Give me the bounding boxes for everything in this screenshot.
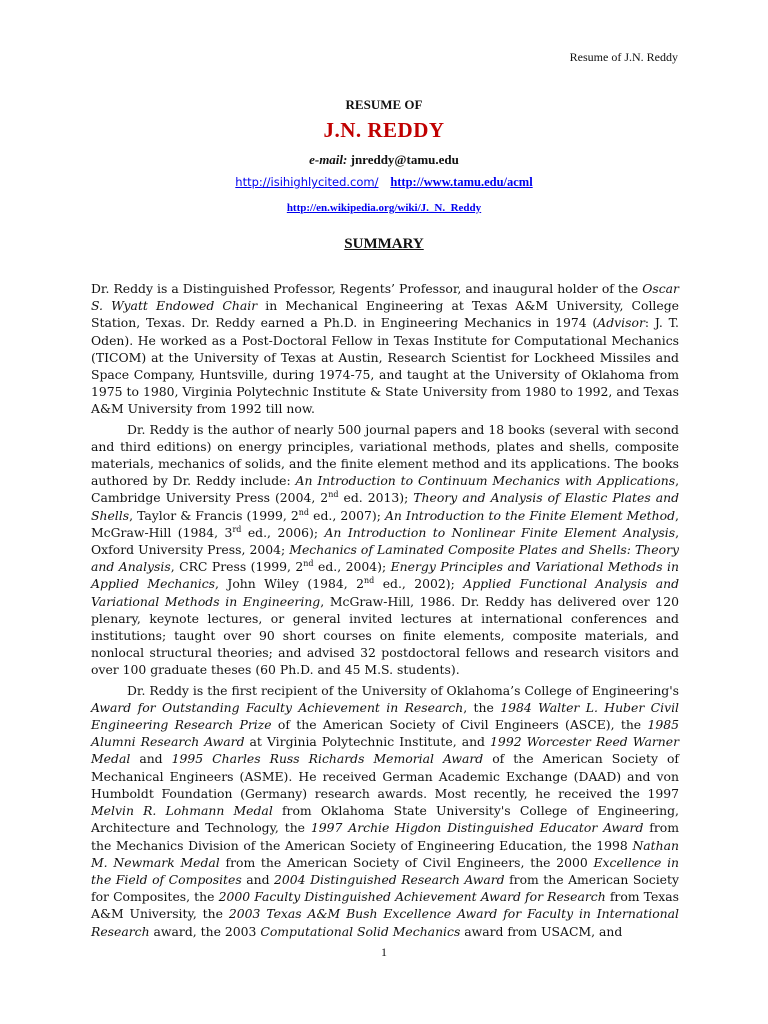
page-number: 1 (381, 945, 387, 959)
email-line (0, 152, 768, 168)
summary-body (91, 280, 679, 943)
isi-highly-cited-link[interactable]: http://isihighlycited.com/ (235, 175, 379, 189)
links-row (0, 175, 768, 190)
summary-paragraph-2: Dr. Reddy is the author of nearly 500 journal papers and 18 books (several with second and third editions) on energy principles, variational methods, plates and shells, composite materials, mechanics of solids, and the finite element method and its applications. The books authored by Dr. Reddy include: An Introduction to Continuum Mechanics with Applications, Cambridge University Press (2004, 2nd ed. 2013); Theory and Analysis of Elastic Plates and Shells, Taylor & Francis (1999, 2nd ed., 2007); An Introduction to the Finite Element Method, McGraw-Hill (1984, 3rd ed., 2006); An Introduction to Nonlinear Finite Element Analysis, Oxford University Press, 2004; Mechanics of Laminated Composite Plates and Shells: Theory and Analysis, CRC Press (1999, 2nd ed., 2004); Energy Principles and Variational Methods in Applied Mechanics, John Wiley (1984, 2nd ed., 2002); Applied Functional Analysis and Variational Methods in Engineering, McGraw-Hill, 1986. Dr. Reddy has delivered over 120 plenary, keynote lectures, or general invited lectures at international conferences and institutions; taught over 90 short courses on finite elements, composite materials, and nonlocal structural theories; and advised 32 postdoctoral fellows and research visitors and over 100 graduate theses (60 Ph.D. and 45 M.S. students). (91, 421, 680, 678)
summary-paragraph-1: Dr. Reddy is a Distinguished Professor, Regents’ Professor, and inaugural holder of the Oscar S. Wyatt Endowed Chair in Mechanical Engineering at Texas A&M University, College Station, Texas. Dr. Reddy earned a Ph.D. in Engineering Mechanics in 1974 (Advisor: J. T. Oden). He worked as a Post-Doctoral Fellow in Texas Institute for Computational Mechanics (TICOM) at the University of Texas at Austin, Research Scientist for Lockheed Missiles and Space Company, Huntsville, during 1974-75, and taught at the University of Oklahoma from 1975 to 1980, Virginia Polytechnic Institute & State University from 1980 to 1992, and Texas A&M University from 1992 till now. (91, 281, 679, 417)
resume-of-heading: RESUME OF (345, 97, 423, 112)
email-label: e-mail: (309, 152, 348, 167)
summary-heading: SUMMARY (344, 236, 424, 252)
wikipedia-link[interactable]: http://en.wikipedia.org/wiki/J._N._Reddy (286, 202, 482, 214)
person-name: J.N. REDDY (323, 118, 445, 142)
email-value: jnreddy@tamu.edu (350, 152, 459, 167)
links-row-2 (0, 196, 768, 215)
summary-paragraph-3: Dr. Reddy is the first recipient of the University of Oklahoma’s College of Engineering's Award for Outstanding Faculty Achievement in Research, the 1984 Walter L. Huber Civil Engineering Research Prize of the American Society of Civil Engineers (ASCE), the 1985 Alumni Research Award at Virginia Polytechnic Institute, and 1992 Worcester Reed Warner Medal and 1995 Charles Russ Richards Memorial Award of the American Society of Mechanical Engineers (ASME). He received German Academic Exchange (DAAD) and von Humboldt Foundation (Germany) research awards. Most recently, he received the 1997 Melvin R. Lohmann Medal from Oklahoma State University's College of Engineering, Architecture and Technology, the 1997 Archie Higdon Distinguished Educator Award from the Mechanics Division of the American Society of Engineering Education, the 1998 Nathan M. Newmark Medal from the American Society of Civil Engineers, the 2000 Excellence in the Field of Composites and 2004 Distinguished Research Award from the American Society for Composites, the 2000 Faculty Distinguished Achievement Award for Research from Texas A&M University, the 2003 Texas A&M Bush Excellence Award for Faculty in International Research award, the 2003 Computational Solid Mechanics award from USACM, and (91, 682, 680, 939)
running-header: Resume of J.N. Reddy (569, 50, 678, 64)
tamu-acml-link[interactable]: http://www.tamu.edu/acml (390, 175, 533, 189)
